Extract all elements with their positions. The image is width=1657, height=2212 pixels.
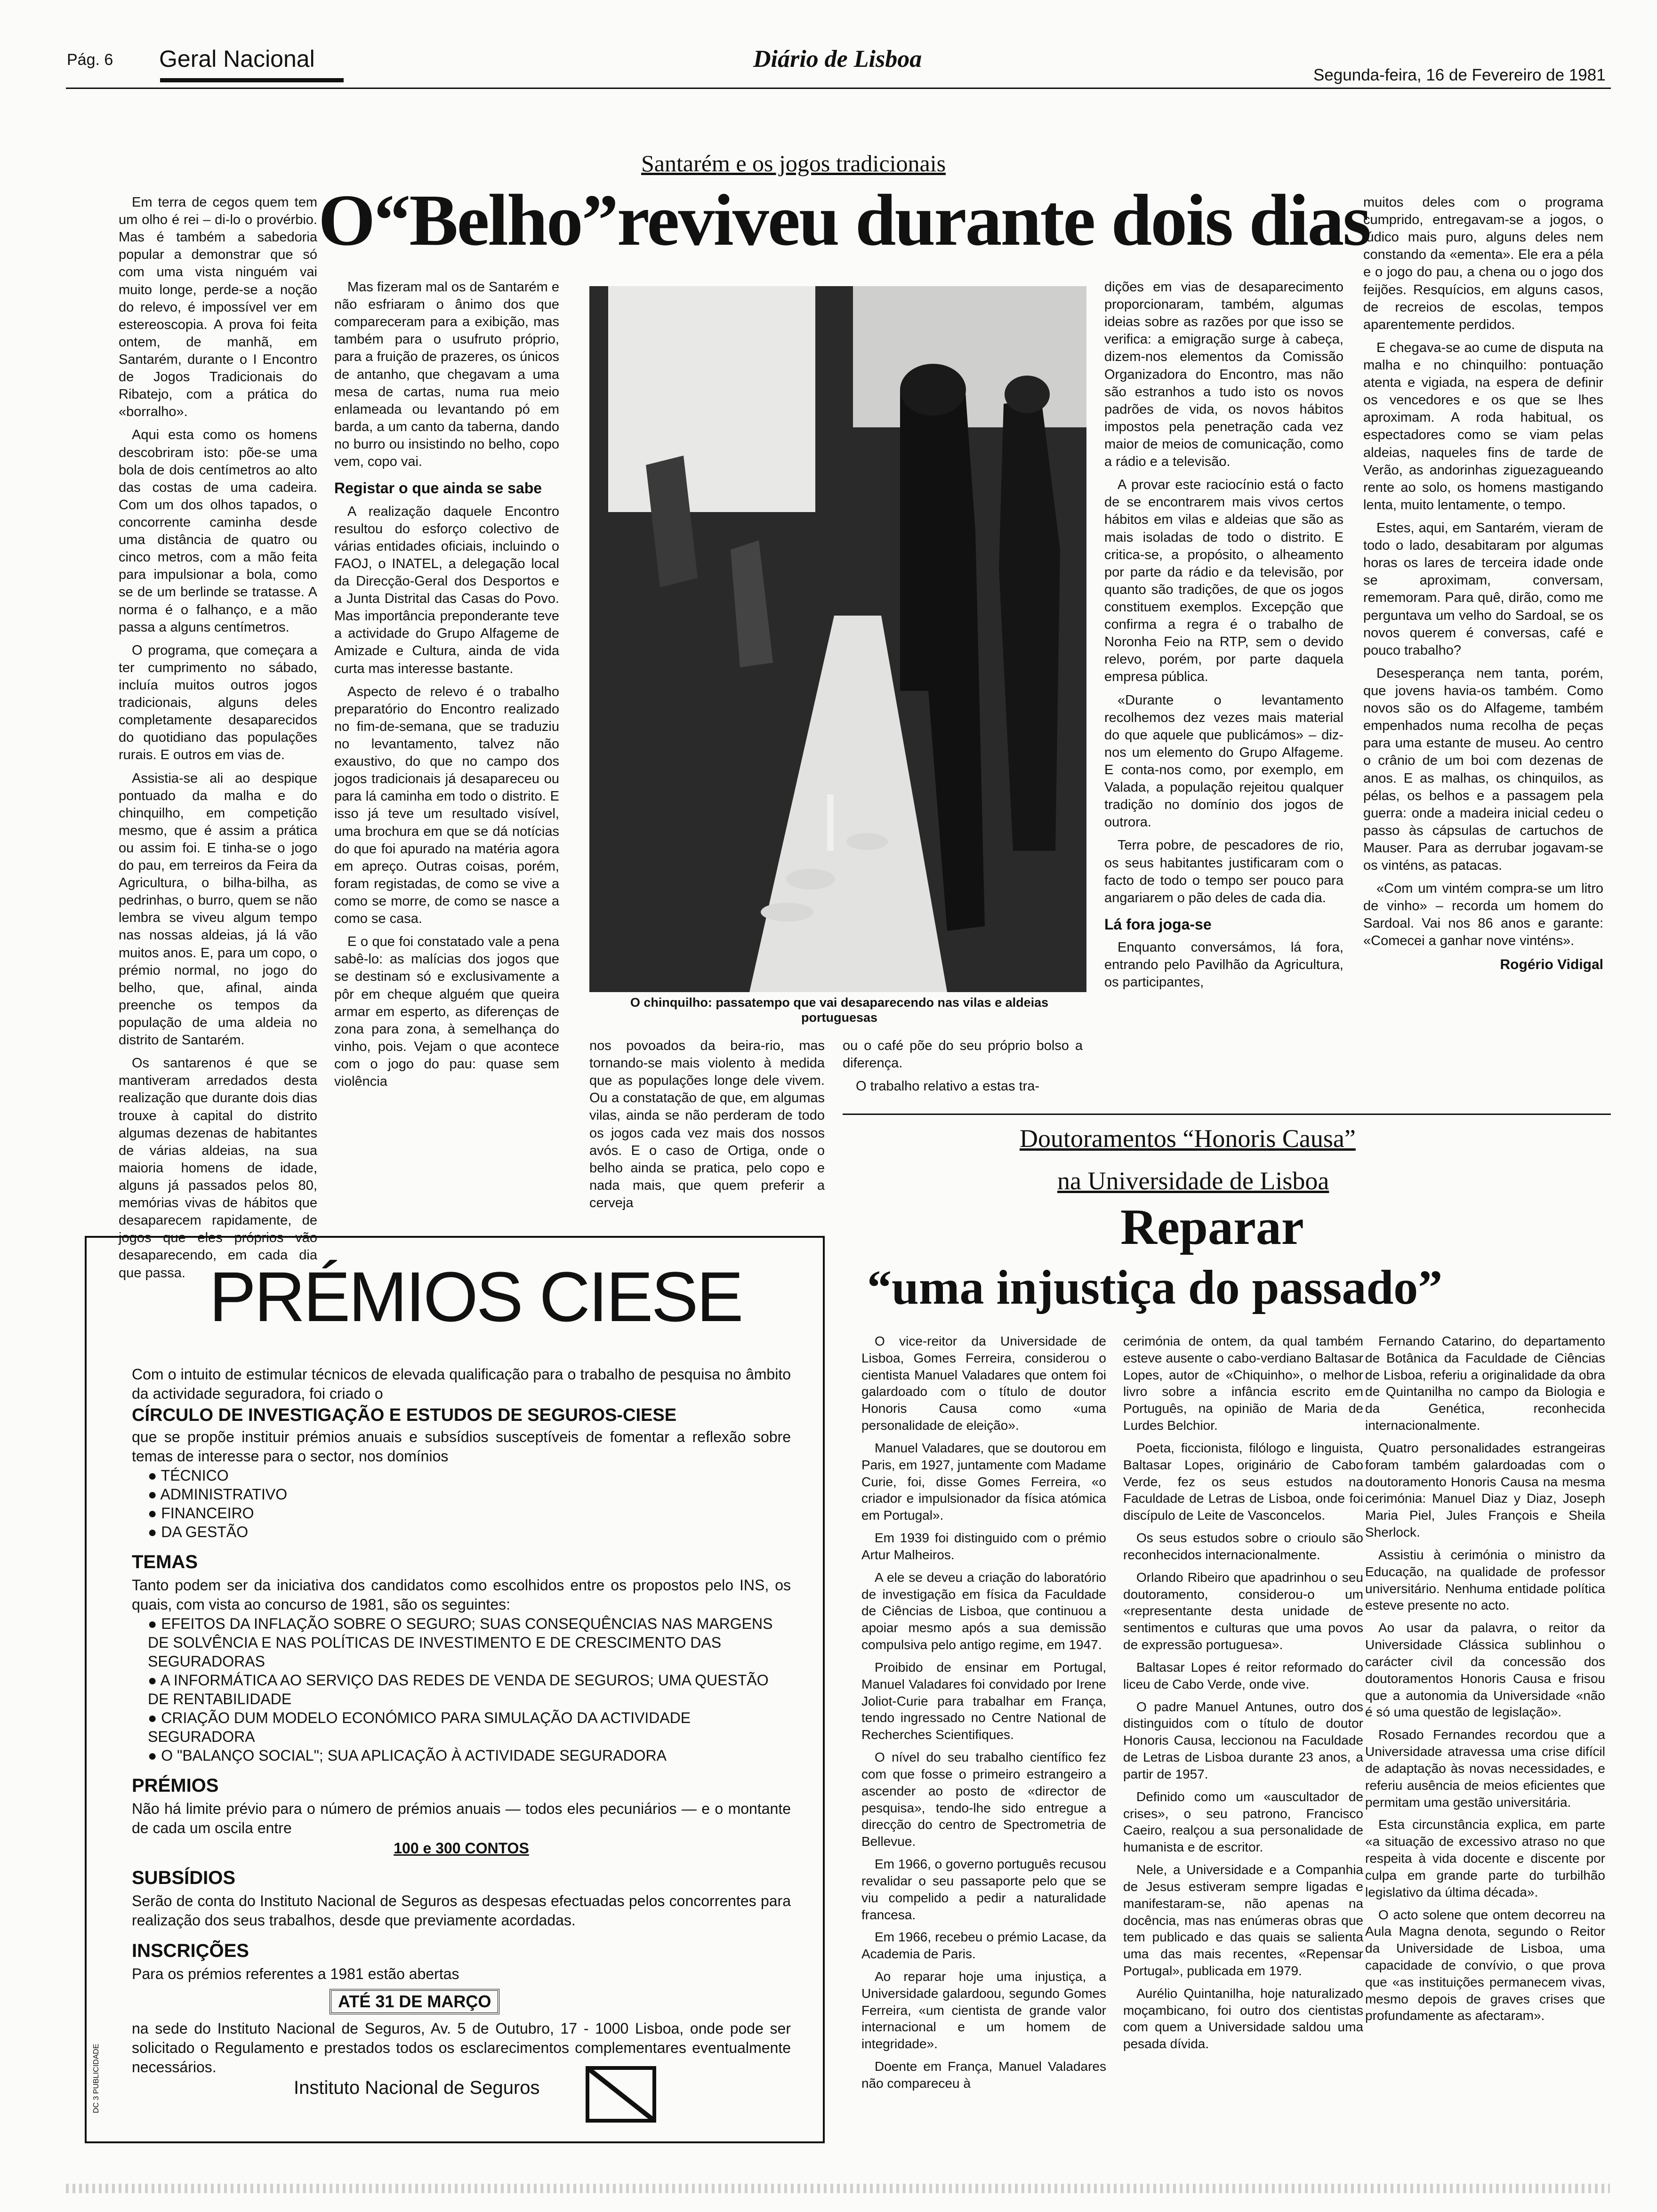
article1-col4 (843, 1037, 1083, 1101)
paragraph: Mas fizeram mal os de Santarém e não esfriaram o ânimo dos que compareceram para a exibição, mas também para o usufruto próprio, para a fruição de prazeres, os únicos de antanho, que chegavam a uma mesa de cartas, numa rua meio enlameada ou levantando pó em barda, a um canto da taberna, dando no burro ou insistindo no belho, copo vem, copo vai. (334, 280, 559, 470)
article2-col3 (1365, 1333, 1605, 2030)
paragraph: muitos deles com o programa cumprido, entregavam-se a jogos, o lúdico mais puro, alguns deles nem constando da «ementa». Ele era a péla e o jogo do pau, a chena ou o jogo dos feijões. Resquícios, em alguns casos, de recreios de escolas, tempos aparentemente perdidos. (1363, 195, 1603, 332)
byline: Rogério Vidigal (1500, 956, 1603, 972)
paragraph: O acto solene que ontem decorreu na Aula Magna denota, segundo o Reitor da Universidade de Lisboa, uma capacidade de convívio, o que prova que «as instituições permanecem vivas, mesmo depois de graves crises que profundamente as afectaram». (1365, 1907, 1605, 2023)
ad-domain-item: ● TÉCNICO (148, 1467, 229, 1484)
ad-sponsor-logo-icon (586, 2066, 656, 2123)
paragraph: Aurélio Quintanilha, hoje naturalizado moçambicano, foi outro dos cientistas com quem a Universidade saldou uma pesada dívida. (1123, 1986, 1363, 2052)
ad-inscricoes-text: Para os prémios referentes a 1981 estão abertas (132, 1965, 459, 1982)
paragraph: Desesperança nem tanta, porém, que jovens havia-os também. Como novos são os do Alfageme, também empenhados numa recolha de peças para uma estante de museu. Ao centro o crânio de um boi com dezenas de anos. E as malhas, os chinquilos, as pélas, os belhos e a passagem pela guerra: onde a madeira inicial cedeu o passo às cápsulas de cartuchos de Mauser. Para as derrubar jogavam-se os vinténs, as patacas. (1363, 665, 1603, 874)
paragraph: Rosado Fernandes recordou que a Universidade atravessa uma crise difícil de adaptação às novas necessidades, e referiu ausência de meios eficientes que permitam uma gestão universitária. (1365, 1727, 1605, 1810)
article2-col2 (1123, 1333, 1363, 2058)
ad-tema-item: ● O "BALANÇO SOCIAL"; SUA APLICAÇÃO À ACTIVIDADE SEGURADORA (148, 1747, 667, 1764)
ad-tema-item: ● EFEITOS DA INFLAÇÃO SOBRE O SEGURO; SUAS CONSEQUÊNCIAS NAS MARGENS DE SOLVÊNCIA E NAS POLÍTICAS DE INVESTIMENTO E DE CRESCIMENTO DAS SEGURADORAS (148, 1615, 773, 1670)
paragraph: O nível do seu trabalho científico fez com que fosse o primeiro estrangeiro a ascender ao posto de «director de pesquisa», tendo-lhe sido entregue a direcção do centro de Spectrometria de Bellevue. (861, 1750, 1106, 1849)
ad-premios-value: 100 e 300 CONTOS (394, 1839, 529, 1857)
bottom-strip (66, 2184, 1610, 2193)
article1-col2 (334, 279, 559, 1096)
paragraph: Ao usar da palavra, o reitor da Universidade Clássica sublinhou o carácter civil da concessão dos doutoramentos Honoris Causa e frisou que a autonomia da Universidade «não é só uma questão de legislação». (1365, 1620, 1605, 1720)
ad-subsidios-heading: SUBSÍDIOS (132, 1867, 236, 1888)
photo-caption: O chinquilho: passatempo que vai desaparecendo nas vilas e aldeias portuguesas (630, 995, 1049, 1025)
paragraph: O vice-reitor da Universidade de Lisboa, Gomes Ferreira, considerou o cientista Manuel Valadares que ontem foi galardoado com o título de doutor Honoris Causa como «uma personalidade de eleição». (861, 1334, 1106, 1433)
paragraph: cerimónia de ontem, da qual também esteve ausente o cabo-verdiano Baltasar Lopes, autor de «Chiquinho», o melhor livro sobre a infância escrito em Português, na opinião de Maria de Lurdes Belchior. (1123, 1334, 1363, 1433)
ad-temas-heading: TEMAS (132, 1551, 198, 1572)
ad-premios-text: Não há limite prévio para o número de prémios anuais — todos eles pecuniários — e o montante de cada um oscila entre (132, 1800, 791, 1836)
paragraph: «Com um vintém compra-se um litro de vinho» – recorda um homem do Sardoal. Vai nos 86 anos e garante: «Comecei a ganhar nove vinténs». (1363, 881, 1603, 949)
photo-illustration (589, 286, 1086, 992)
paragraph: Orlando Ribeiro que apadrinhou o seu doutoramento, considerou-o um «representante desta unidade de sentimentos e culturas que uma povos de expressão portuguesa». (1123, 1570, 1363, 1652)
paragraph: Terra pobre, de pescadores de rio, os seus habitantes justificaram com o facto de todo o tempo ser pouco para angariarem o pão deles de cada dia. (1104, 838, 1343, 906)
paragraph: Em 1966, recebeu o prémio Lacase, da Academia de Paris. (861, 1930, 1106, 1962)
article1-headline: O“Belho”reviveu durante dois dias (318, 179, 1370, 261)
paragraph: Proibido de ensinar em Portugal, Manuel Valadares foi convidado por Irene Joliot-Curie para trabalhar em França, tendo ingressado no Centre National de Recherches Scientifiques. (861, 1659, 1106, 1742)
paragraph: A realização daquele Encontro resultou do esforço colectivo de várias entidades oficiais, incluindo o FAOJ, o INATEL, a delegação local da Direcção-Geral dos Desportos e a Junta Distrital das Casas do Povo. Mas importância preponderante teve a actividade do Grupo Alfageme de Amizade e Cultura, ainda de vida curta mas interesse bastante. (334, 504, 559, 676)
paragraph: Definido como um «auscultador de crises», o seu patrono, Francisco Caeiro, realçou a sua personalidade de humanista e de escritor. (1123, 1789, 1363, 1855)
paragraph: Enquanto conversámos, lá fora, entrando pelo Pavilhão da Agricultura, os participantes, (1104, 940, 1343, 990)
page-header (0, 0, 1657, 94)
article1-col5 (1104, 279, 1343, 997)
paragraph: E chegava-se ao cume de disputa na malha e no chinquilho: pontuação atenta e vigiada, na espera de definir os vencedores e os que se lhes aproximam. A roda habitual, os espectadores como se viam pelas aldeias, naqueles fins de tarde de Verão, as andorinhas ziguezagueando rente ao solo, os homens mastigando lenta, muito lentamente, o tempo. (1363, 340, 1603, 513)
paragraph: Aqui esta como os homens descobriram isto: põe-se uma bola de dois centímetros ao alto das costas de uma cadeira. Com um dos olhos tapados, o concorrente caminha desde uma distância de quatro ou cinco metros, com a mão feita para impulsionar a bola, como se de um berlinde se tratasse. A norma é o falhanço, e a mão passa a alguns centímetros. (119, 427, 317, 635)
article2-kicker-2: na Universidade de Lisboa (1057, 1167, 1329, 1195)
ad-deadline-box (330, 1989, 499, 2014)
ciese-advertisement (85, 1236, 825, 2143)
paragraph: Em 1966, o governo português recusou revalidar o seu passaporte pelo que se viu compelido a pedir a naturalidade francesa. (861, 1857, 1106, 1922)
header-rule (66, 88, 1611, 89)
ad-domain-item: ● ADMINISTRATIVO (148, 1485, 288, 1503)
paragraph: Poeta, ficcionista, filólogo e linguista, Baltasar Lopes, originário de Cabo Verde, fez os seus estudos na Faculdade de Letras de Lisboa, onde foi discípulo de Leite de Vasconcelos. (1123, 1440, 1363, 1523)
ad-premios-heading: PRÉMIOS (132, 1775, 219, 1796)
article1-col6 (1363, 194, 1603, 974)
article1-kicker: Santarém e os jogos tradicionais (641, 150, 946, 176)
ad-inscricoes-text-2: na sede do Instituto Nacional de Seguros, Av. 5 de Outubro, 17 - 1000 Lisboa, onde pode ser solicitado o Regulamento e prestados todos os esclarecimentos complementares eventualmente necessários. (132, 2020, 791, 2076)
paragraph: Nele, a Universidade e a Companhia de Jesus estiveram sempre ligadas e manifestaram-se, não apenas na docência, mas nas enúmeras obras que tem publicado e das quais se salienta uma das mais recentes, «Repensar Portugal», publicada em 1979. (1123, 1862, 1363, 1978)
paragraph: nos povoados da beira-rio, mas tornando-se mais violento à medida que as populações longe dele vivem. Ou a constatação de que, em algumas vilas, ainda se não perderam de todo os jogos cada vez mais dos nossos avós. E o caso de Ortiga, onde o belho ainda se pratica, pelo copo e nada mais, que quem preferir a cerveja (589, 1038, 825, 1210)
paragraph: Aspecto de relevo é o trabalho preparatório do Encontro realizado no fim-de-semana, que se traduziu no levantamento, talvez não exaustivo, do que no campo dos jogos tradicionais já desapareceu ou para lá caminha em todo o distrito. E isso já teve um resultado visível, uma brochura em que se dá notícias do que foi apurado na matéria agora em apreço. Outras coisas, porém, foram registadas, de como se vive a como se morre, de como se nasce a como se casa. (334, 684, 559, 927)
paragraph: Quatro personalidades estrangeiras foram também galardoadas com o doutoramento Honoris Causa na mesma cerimónia: Manuel Diaz y Diaz, Joseph Maria Piel, Jules François e Sheila Sherlock. (1365, 1440, 1605, 1540)
ad-inscricoes-heading: INSCRIÇÕES (132, 1940, 249, 1961)
ad-org-name: CÍRCULO DE INVESTIGAÇÃO E ESTUDOS DE SEGUROS-CIESE (132, 1405, 677, 1425)
chinquilho-photo (589, 286, 1086, 992)
paragraph: Em terra de cegos quem tem um olho é rei – di-lo o provérbio. Mas é também a sabedoria popular a demonstrar que só com uma vista ninguém vai muito longe, perde-se a noção do relevo, é impossível ver em estereoscopia. A prova foi feita ontem, de manhã, em Santarém, durante o I Encontro de Jogos Tradicionais do Ribatejo, com a prática do «borralho». (119, 195, 317, 420)
paragraph: ou o café põe do seu próprio bolso a diferença. (843, 1038, 1083, 1071)
paragraph: O trabalho relativo a estas tra- (856, 1079, 1040, 1094)
paragraph: Assistia-se ali ao despique pontuado da malha e do chinquilho, em competição mesmo, que é assim a prática ou assim foi. E tinha-se o jogo do pau, em terreiros da Feira da Agricultura, o bilha-bilha, as pedrinhas, o burro, quem se não lembra se viveu algum tempo nas nossas aldeias, já lá vão muitos anos. E, para um copo, o prémio normal, no jogo do belho, que, afinal, ainda preenche os tempos da população de uma aldeia no distrito de Santarém. (119, 770, 317, 1048)
subhead-la-fora: Lá fora joga-se (1104, 915, 1212, 933)
ad-title: PRÉMIOS CIESE (209, 1257, 742, 1336)
paragraph: Esta circunstância explica, em parte «a situação de excessivo atraso no que respeita à vida docente e discente por culpa em grande parte do turbilhão legislativo da última década». (1365, 1817, 1605, 1899)
ad-side-code: DC 3 PUBLICIDADE (92, 2044, 100, 2113)
ad-sponsor: Instituto Nacional de Seguros (294, 2077, 540, 2098)
ad-tema-item: ● A INFORMÁTICA AO SERVIÇO DAS REDES DE VENDA DE SEGUROS; UMA QUESTÃO DE RENTABILIDADE (148, 1671, 769, 1707)
paragraph: Fernando Catarino, do departamento de Botânica da Faculdade de Ciências de Lisboa, referiu a originalidade da obra de Quintanilha no campo da Biologia e da Genética, reconhecida internacionalmente. (1365, 1334, 1605, 1433)
paragraph: dições em vias de desaparecimento proporcionaram, também, algumas ideias sobre as razões por que isso se verifica: a emigração surge à cabeça, dizem-nos elementos da Comissão Organizadora do Encontro, mas não são estranhos a tudo isto os novos padrões de vida, os novos hábitos impostos pela penetração cada vez maior de meios de comunicação, como a rádio e a televisão. (1104, 280, 1343, 470)
section-name: Geral Nacional (159, 46, 315, 72)
masthead: Diário de Lisboa (753, 46, 922, 72)
paragraph: Manuel Valadares, que se doutorou em Paris, em 1927, juntamente com Madame Curie, foi, disse Gomes Ferreira, «o criador e impulsionador da física atómica em Portugal». (861, 1440, 1106, 1523)
ad-content (132, 1365, 791, 2077)
ad-domain-item: ● DA GESTÃO (148, 1523, 249, 1540)
paragraph: E o que foi constatado vale a pena sabê-lo: as malícias dos jogos que se destinam só e exclusivamente a pôr em cheque alguém que queira armar em esperto, as diferenças de zona para zona, à semelhança do vinho, pois. Vejam o que acontece com o jogo do pau: quase sem violência (334, 934, 559, 1090)
article2-col1 (861, 1333, 1106, 2098)
paragraph: Os santarenos é que se mantiveram arredados desta realização que durante dois dias trouxe à capital do distrito algumas dezenas de habitantes de várias aldeias, na sua maioria homens de idade, alguns já passados pelos 80, memórias vivas de hábitos que desaparecem rapidamente, de jogos que eles próprios vão desaparecendo, em cada dia que passa. (119, 1056, 317, 1281)
ad-intro: Com o intuito de estimular técnicos de elevada qualificação para o trabalho de pesquisa no âmbito da actividade seguradora, foi criado o (132, 1366, 791, 1402)
paragraph: Estes, aqui, em Santarém, vieram de todo o lado, desabitaram por algumas horas os lares de terceira idade onde se aproximam, conversam, rememoram. Para quê, dirão, como me perguntava um velho do Sardoal, se os novos querem é conversas, café e pouco trabalho? (1363, 520, 1603, 658)
article2-kicker-1: Doutoramentos “Honoris Causa” (1020, 1124, 1356, 1153)
paragraph: Os seus estudos sobre o crioulo são reconhecidos internacionalmente. (1123, 1531, 1363, 1562)
paragraph: A provar este raciocínio está o facto de se encontrarem mais vivos certos hábitos em vilas e aldeias que são as mais isoladas de todo o distrito. E critica-se, a propósito, o alheamento por parte da rádio e da televisão, por quanto são tradições, de que os jogos constituem exemplos. Excepção que confirma a regra é o trabalho de Noronha Feio na RTP, sem o devido relevo, porém, por parte daquela empresa pública. (1104, 477, 1343, 685)
ad-domain-item: ● FINANCEIRO (148, 1504, 254, 1522)
article2-headline-2: “uma injustiça do passado” (867, 1260, 1443, 1314)
ad-tema-item: ● CRIAÇÃO DUM MODELO ECONÓMICO PARA SIMULAÇÃO DA ACTIVIDADE SEGURADORA (148, 1709, 691, 1745)
ad-intro-2: que se propõe instituir prémios anuais e subsídios susceptíveis de fomentar a reflexão sobre temas de interesse para o sector, nos domínios (132, 1428, 791, 1465)
article1-col1 (119, 194, 317, 1288)
ad-temas-text: Tanto podem ser da iniciativa dos candidatos como escolhidos entre os propostos pelo INS, os quais, com vista ao concurso de 1981, são os seguintes: (132, 1576, 791, 1613)
paragraph: Assistiu à cerimónia o ministro da Educação, na qualidade de professor universitário. Nenhuma entidade política esteve presente no acto. (1365, 1547, 1605, 1613)
ad-deadline: ATÉ 31 DE MARÇO (338, 1992, 491, 2012)
ad-subsidios-text: Serão de conta do Instituto Nacional de Seguros as despesas efectuadas pelos concorrentes para realização dos seus trabalhos, desde que previamente acordadas. (132, 1892, 791, 1929)
paragraph: Baltasar Lopes é reitor reformado do liceu de Cabo Verde, onde vive. (1123, 1659, 1363, 1691)
section-underline (160, 78, 344, 82)
paragraph: Doente em França, Manuel Valadares não compareceu à (861, 2059, 1106, 2091)
article2-headline-1: Reparar (1120, 1199, 1304, 1255)
page-number: Pág. 6 (67, 51, 113, 69)
date-line: Segunda-feira, 16 de Fevereiro de 1981 (1313, 66, 1606, 84)
paragraph: O padre Manuel Antunes, outro dos distinguidos com o título de doutor Honoris Causa, leccionou na Faculdade de Letras de Lisboa durante 23 anos, a partir de 1957. (1123, 1699, 1363, 1781)
paragraph: A ele se deveu a criação do laboratório de investigação em física da Faculdade de Ciências de Lisboa, que continuou a apoiar mesmo após a sua demissão compulsiva pelo antigo regime, em 1947. (861, 1570, 1106, 1652)
article-divider (843, 1114, 1611, 1115)
paragraph: Ao reparar hoje uma injustiça, a Universidade galardoou, segundo Gomes Ferreira, «um cientista de grande valor internacional e um homem de integridade». (861, 1969, 1106, 2052)
article1-col3 (589, 1037, 825, 1218)
paragraph: «Durante o levantamento recolhemos dez vezes mais material do que aquele que publicámos» – diz-nos um elemento do Grupo Alfageme. E conta-nos como, por exemplo, em Valada, a população rejeitou qualquer tradição no domínio dos jogos de outrora. (1104, 692, 1343, 830)
subhead-registar: Registar o que ainda se sabe (334, 480, 542, 497)
paragraph: O programa, que começara a ter cumprimento no sábado, incluía muitos outros jogos tradicionais, alguns deles completamente desaparecidos do quotidiano das populações rurais. E outros em vias de. (119, 642, 317, 763)
paragraph: Em 1939 foi distinguido com o prémio Artur Malheiros. (861, 1531, 1106, 1562)
